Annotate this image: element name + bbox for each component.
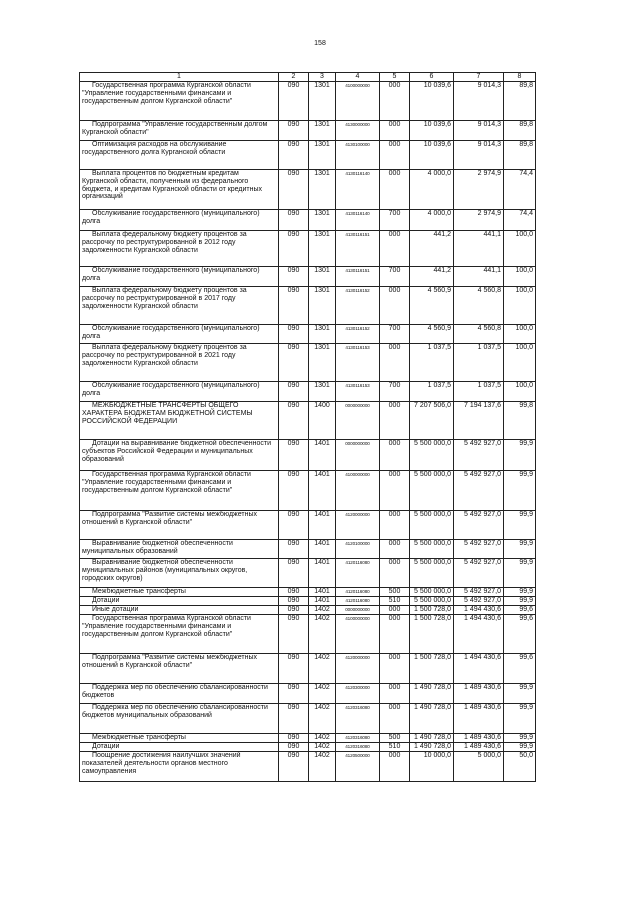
target-article-code: 4130116151 — [336, 231, 380, 267]
execution-percent: 99,9 — [504, 588, 536, 597]
admin-code: 090 — [279, 121, 309, 141]
header-cell: 7 — [454, 73, 504, 82]
table-row — [80, 597, 536, 606]
expense-type-code: 000 — [380, 752, 410, 782]
section-code: 1301 — [309, 287, 336, 325]
admin-code: 090 — [279, 231, 309, 267]
admin-code: 090 — [279, 615, 309, 654]
table-row — [80, 752, 536, 782]
table-row — [80, 231, 536, 267]
planned-amount: 1 490 728,0 — [410, 684, 454, 704]
target-article-code: 4120116080 — [336, 559, 380, 588]
header-row — [80, 73, 536, 82]
planned-amount: 4 000,0 — [410, 210, 454, 231]
row-name: Дотации на выравнивание бюджетной обеспеченности субъектов Российской Федерации и муниципальных образований — [80, 440, 279, 471]
target-article-code: 4130116140 — [336, 170, 380, 210]
execution-percent: 99,9 — [504, 471, 536, 511]
section-code: 1301 — [309, 382, 336, 402]
execution-percent: 99,6 — [504, 615, 536, 654]
header-cell: 3 — [309, 73, 336, 82]
planned-amount: 1 500 728,0 — [410, 606, 454, 615]
planned-amount: 1 500 728,0 — [410, 654, 454, 684]
expense-type-code: 700 — [380, 325, 410, 344]
target-article-code: 4130116153 — [336, 344, 380, 382]
expense-type-code: 510 — [380, 743, 410, 752]
execution-percent: 100,0 — [504, 287, 536, 325]
table-row — [80, 606, 536, 615]
expense-type-code: 700 — [380, 210, 410, 231]
table-row — [80, 684, 536, 704]
target-article-code: 4130116151 — [336, 267, 380, 287]
table-row — [80, 121, 536, 141]
execution-percent: 99,6 — [504, 606, 536, 615]
row-name: Государственная программа Курганской области "Управление государственными финансами и государственным долгом Курганской области" — [80, 82, 279, 121]
admin-code: 090 — [279, 344, 309, 382]
admin-code: 090 — [279, 606, 309, 615]
planned-amount: 10 039,6 — [410, 121, 454, 141]
row-name: Обслуживание государственного (муниципального) долга — [80, 210, 279, 231]
execution-percent: 99,9 — [504, 684, 536, 704]
table-row — [80, 440, 536, 471]
admin-code: 090 — [279, 752, 309, 782]
table-row — [80, 210, 536, 231]
execution-percent: 99,9 — [504, 540, 536, 559]
expense-type-code: 000 — [380, 559, 410, 588]
actual-amount: 5 000,0 — [454, 752, 504, 782]
section-code: 1402 — [309, 606, 336, 615]
target-article-code: 4120316080 — [336, 743, 380, 752]
execution-percent: 50,0 — [504, 752, 536, 782]
table-row — [80, 141, 536, 170]
admin-code: 090 — [279, 588, 309, 597]
admin-code: 090 — [279, 734, 309, 743]
execution-percent: 89,8 — [504, 82, 536, 121]
execution-percent: 89,8 — [504, 121, 536, 141]
admin-code: 090 — [279, 559, 309, 588]
row-name: Выравнивание бюджетной обеспеченности муниципальных районов (муниципальных округов, городских округов) — [80, 559, 279, 588]
expense-type-code: 000 — [380, 511, 410, 540]
section-code: 1401 — [309, 440, 336, 471]
actual-amount: 5 492 927,0 — [454, 540, 504, 559]
target-article-code: 4120116080 — [336, 597, 380, 606]
target-article-code: 4130100000 — [336, 141, 380, 170]
expense-type-code: 000 — [380, 231, 410, 267]
actual-amount: 1 494 430,6 — [454, 654, 504, 684]
actual-amount: 1 494 430,6 — [454, 615, 504, 654]
target-article-code: 4120316080 — [336, 704, 380, 734]
section-code: 1401 — [309, 559, 336, 588]
section-code: 1402 — [309, 684, 336, 704]
planned-amount: 5 500 000,0 — [410, 588, 454, 597]
row-name: Выплата федеральному бюджету процентов за рассрочку по реструктурированной в 2017 году задолженности Курганской области — [80, 287, 279, 325]
actual-amount: 1 489 430,6 — [454, 734, 504, 743]
planned-amount: 1 490 728,0 — [410, 704, 454, 734]
planned-amount: 1 490 728,0 — [410, 743, 454, 752]
planned-amount: 1 490 728,0 — [410, 734, 454, 743]
actual-amount: 5 492 927,0 — [454, 597, 504, 606]
section-code: 1301 — [309, 267, 336, 287]
actual-amount: 1 037,5 — [454, 382, 504, 402]
header-cell: 6 — [410, 73, 454, 82]
execution-percent: 99,8 — [504, 402, 536, 440]
table-row — [80, 615, 536, 654]
planned-amount: 5 500 000,0 — [410, 597, 454, 606]
planned-amount: 10 039,6 — [410, 82, 454, 121]
actual-amount: 1 489 430,6 — [454, 704, 504, 734]
admin-code: 090 — [279, 382, 309, 402]
planned-amount: 4 560,9 — [410, 287, 454, 325]
section-code: 1301 — [309, 344, 336, 382]
row-name: МЕЖБЮДЖЕТНЫЕ ТРАНСФЕРТЫ ОБЩЕГО ХАРАКТЕРА БЮДЖЕТАМ БЮДЖЕТНОЙ СИСТЕМЫ РОССИЙСКОЙ ФЕДЕРАЦИИ — [80, 402, 279, 440]
budget-table — [79, 72, 536, 782]
actual-amount: 5 492 927,0 — [454, 559, 504, 588]
admin-code: 090 — [279, 471, 309, 511]
table-row — [80, 588, 536, 597]
target-article-code: 4130116153 — [336, 382, 380, 402]
section-code: 1402 — [309, 654, 336, 684]
execution-percent: 99,9 — [504, 743, 536, 752]
row-name: Поддержка мер по обеспечению сбалансированности бюджетов муниципальных образований — [80, 704, 279, 734]
planned-amount: 1 037,5 — [410, 382, 454, 402]
admin-code: 090 — [279, 402, 309, 440]
expense-type-code: 000 — [380, 141, 410, 170]
planned-amount: 10 000,0 — [410, 752, 454, 782]
section-code: 1301 — [309, 231, 336, 267]
table-row — [80, 511, 536, 540]
expense-type-code: 000 — [380, 402, 410, 440]
admin-code: 090 — [279, 267, 309, 287]
expense-type-code: 000 — [380, 170, 410, 210]
execution-percent: 89,8 — [504, 141, 536, 170]
planned-amount: 10 039,6 — [410, 141, 454, 170]
section-code: 1402 — [309, 734, 336, 743]
expense-type-code: 700 — [380, 267, 410, 287]
target-article-code: 4130116152 — [336, 287, 380, 325]
target-article-code: 4120000000 — [336, 654, 380, 684]
actual-amount: 4 560,8 — [454, 325, 504, 344]
target-article-code: 4100000000 — [336, 82, 380, 121]
actual-amount: 1 489 430,6 — [454, 684, 504, 704]
table-row — [80, 382, 536, 402]
section-code: 1400 — [309, 402, 336, 440]
planned-amount: 4 000,0 — [410, 170, 454, 210]
row-name: Обслуживание государственного (муниципального) долга — [80, 267, 279, 287]
header-cell: 8 — [504, 73, 536, 82]
admin-code: 090 — [279, 511, 309, 540]
admin-code: 090 — [279, 82, 309, 121]
execution-percent: 99,6 — [504, 654, 536, 684]
target-article-code: 4100000000 — [336, 615, 380, 654]
table-row — [80, 654, 536, 684]
execution-percent: 99,9 — [504, 559, 536, 588]
execution-percent: 74,4 — [504, 170, 536, 210]
row-name: Межбюджетные трансферты — [80, 734, 279, 743]
execution-percent: 99,9 — [504, 597, 536, 606]
actual-amount: 1 037,5 — [454, 344, 504, 382]
section-code: 1401 — [309, 588, 336, 597]
row-name: Дотации — [80, 597, 279, 606]
target-article-code: 4120300000 — [336, 684, 380, 704]
section-code: 1402 — [309, 704, 336, 734]
row-name: Государственная программа Курганской области "Управление государственными финансами и государственным долгом Курганской области" — [80, 471, 279, 511]
expense-type-code: 000 — [380, 704, 410, 734]
actual-amount: 4 560,8 — [454, 287, 504, 325]
row-name: Государственная программа Курганской области "Управление государственными финансами и государственным долгом Курганской области" — [80, 615, 279, 654]
expense-type-code: 000 — [380, 684, 410, 704]
row-name: Выплата федеральному бюджету процентов за рассрочку по реструктурированной в 2012 году задолженности Курганской области — [80, 231, 279, 267]
section-code: 1301 — [309, 325, 336, 344]
target-article-code: 4120100000 — [336, 540, 380, 559]
section-code: 1402 — [309, 615, 336, 654]
actual-amount: 1 494 430,6 — [454, 606, 504, 615]
admin-code: 090 — [279, 597, 309, 606]
expense-type-code: 000 — [380, 287, 410, 325]
table-row — [80, 471, 536, 511]
target-article-code: 4120316080 — [336, 734, 380, 743]
section-code: 1301 — [309, 170, 336, 210]
actual-amount: 9 014,3 — [454, 141, 504, 170]
target-article-code: 4130116152 — [336, 325, 380, 344]
planned-amount: 7 207 506,0 — [410, 402, 454, 440]
expense-type-code: 000 — [380, 615, 410, 654]
admin-code: 090 — [279, 684, 309, 704]
target-article-code: 0000000000 — [336, 440, 380, 471]
table-row — [80, 325, 536, 344]
table-row — [80, 540, 536, 559]
actual-amount: 5 492 927,0 — [454, 511, 504, 540]
header-cell: 2 — [279, 73, 309, 82]
admin-code: 090 — [279, 540, 309, 559]
row-name: Поддержка мер по обеспечению сбалансированности бюджетов — [80, 684, 279, 704]
admin-code: 090 — [279, 704, 309, 734]
target-article-code: 4100000000 — [336, 471, 380, 511]
expense-type-code: 000 — [380, 540, 410, 559]
section-code: 1401 — [309, 597, 336, 606]
row-name: Межбюджетные трансферты — [80, 588, 279, 597]
row-name: Подпрограмма "Развитие системы межбюджетных отношений в Курганской области" — [80, 511, 279, 540]
target-article-code: 4120116080 — [336, 588, 380, 597]
actual-amount: 5 492 927,0 — [454, 471, 504, 511]
planned-amount: 5 500 000,0 — [410, 559, 454, 588]
planned-amount: 5 500 000,0 — [410, 540, 454, 559]
header-cell: 5 — [380, 73, 410, 82]
table-body — [80, 82, 536, 782]
table-row — [80, 734, 536, 743]
row-name: Иные дотации — [80, 606, 279, 615]
target-article-code: 4120500000 — [336, 752, 380, 782]
row-name: Поощрение достижения наилучших значений показателей деятельности органов местного самоуправления — [80, 752, 279, 782]
section-code: 1401 — [309, 511, 336, 540]
table-row — [80, 402, 536, 440]
planned-amount: 5 500 000,0 — [410, 471, 454, 511]
row-name: Выплата федеральному бюджету процентов за рассрочку по реструктурированной в 2021 году задолженности Курганской области — [80, 344, 279, 382]
execution-percent: 100,0 — [504, 382, 536, 402]
target-article-code: 4120000000 — [336, 511, 380, 540]
admin-code: 090 — [279, 170, 309, 210]
actual-amount: 2 974,9 — [454, 210, 504, 231]
row-name: Подпрограмма "Развитие системы межбюджетных отношений в Курганской области" — [80, 654, 279, 684]
expense-type-code: 000 — [380, 471, 410, 511]
section-code: 1402 — [309, 752, 336, 782]
admin-code: 090 — [279, 141, 309, 170]
section-code: 1301 — [309, 210, 336, 231]
execution-percent: 100,0 — [504, 325, 536, 344]
actual-amount: 7 194 137,6 — [454, 402, 504, 440]
table-row — [80, 344, 536, 382]
actual-amount: 9 014,3 — [454, 121, 504, 141]
actual-amount: 5 492 927,0 — [454, 588, 504, 597]
expense-type-code: 000 — [380, 654, 410, 684]
page-number: 158 — [314, 40, 326, 47]
admin-code: 090 — [279, 325, 309, 344]
actual-amount: 2 974,9 — [454, 170, 504, 210]
target-article-code: 4130116140 — [336, 210, 380, 231]
planned-amount: 5 500 000,0 — [410, 511, 454, 540]
actual-amount: 441,1 — [454, 231, 504, 267]
target-article-code: 0000000000 — [336, 402, 380, 440]
target-article-code: 4130000000 — [336, 121, 380, 141]
admin-code: 090 — [279, 287, 309, 325]
expense-type-code: 000 — [380, 606, 410, 615]
execution-percent: 99,9 — [504, 704, 536, 734]
row-name: Выплата процентов по бюджетным кредитам Курганской области, полученным из федерального бюджета, и кредитам Курганской области от кредитных организаций — [80, 170, 279, 210]
table-row — [80, 704, 536, 734]
planned-amount: 1 037,5 — [410, 344, 454, 382]
table-row — [80, 743, 536, 752]
planned-amount: 5 500 000,0 — [410, 440, 454, 471]
row-name: Подпрограмма "Управление государственным долгом Курганской области" — [80, 121, 279, 141]
expense-type-code: 000 — [380, 344, 410, 382]
expense-type-code: 000 — [380, 121, 410, 141]
execution-percent: 100,0 — [504, 267, 536, 287]
actual-amount: 5 492 927,0 — [454, 440, 504, 471]
row-name: Обслуживание государственного (муниципального) долга — [80, 325, 279, 344]
header-cell: 1 — [80, 73, 279, 82]
execution-percent: 100,0 — [504, 231, 536, 267]
admin-code: 090 — [279, 654, 309, 684]
expense-type-code: 500 — [380, 734, 410, 743]
row-name: Выравнивание бюджетной обеспеченности муниципальных образований — [80, 540, 279, 559]
section-code: 1401 — [309, 540, 336, 559]
execution-percent: 74,4 — [504, 210, 536, 231]
row-name: Обслуживание государственного (муниципального) долга — [80, 382, 279, 402]
actual-amount: 9 014,3 — [454, 82, 504, 121]
admin-code: 090 — [279, 743, 309, 752]
section-code: 1301 — [309, 141, 336, 170]
expense-type-code: 500 — [380, 588, 410, 597]
planned-amount: 441,2 — [410, 231, 454, 267]
table-row — [80, 559, 536, 588]
table-row — [80, 267, 536, 287]
table-row — [80, 287, 536, 325]
row-name: Оптимизация расходов на обслуживание государственного долга Курганской области — [80, 141, 279, 170]
section-code: 1301 — [309, 82, 336, 121]
planned-amount: 4 560,9 — [410, 325, 454, 344]
table-row — [80, 170, 536, 210]
actual-amount: 1 489 430,6 — [454, 743, 504, 752]
row-name: Дотации — [80, 743, 279, 752]
execution-percent: 99,9 — [504, 511, 536, 540]
planned-amount: 441,2 — [410, 267, 454, 287]
planned-amount: 1 500 728,0 — [410, 615, 454, 654]
expense-type-code: 700 — [380, 382, 410, 402]
target-article-code: 0000000000 — [336, 606, 380, 615]
execution-percent: 99,9 — [504, 734, 536, 743]
expense-type-code: 000 — [380, 440, 410, 471]
table-row — [80, 82, 536, 121]
admin-code: 090 — [279, 210, 309, 231]
section-code: 1401 — [309, 471, 336, 511]
section-code: 1301 — [309, 121, 336, 141]
execution-percent: 100,0 — [504, 344, 536, 382]
actual-amount: 441,1 — [454, 267, 504, 287]
section-code: 1402 — [309, 743, 336, 752]
header-cell: 4 — [336, 73, 380, 82]
expense-type-code: 510 — [380, 597, 410, 606]
admin-code: 090 — [279, 440, 309, 471]
execution-percent: 99,9 — [504, 440, 536, 471]
expense-type-code: 000 — [380, 82, 410, 121]
